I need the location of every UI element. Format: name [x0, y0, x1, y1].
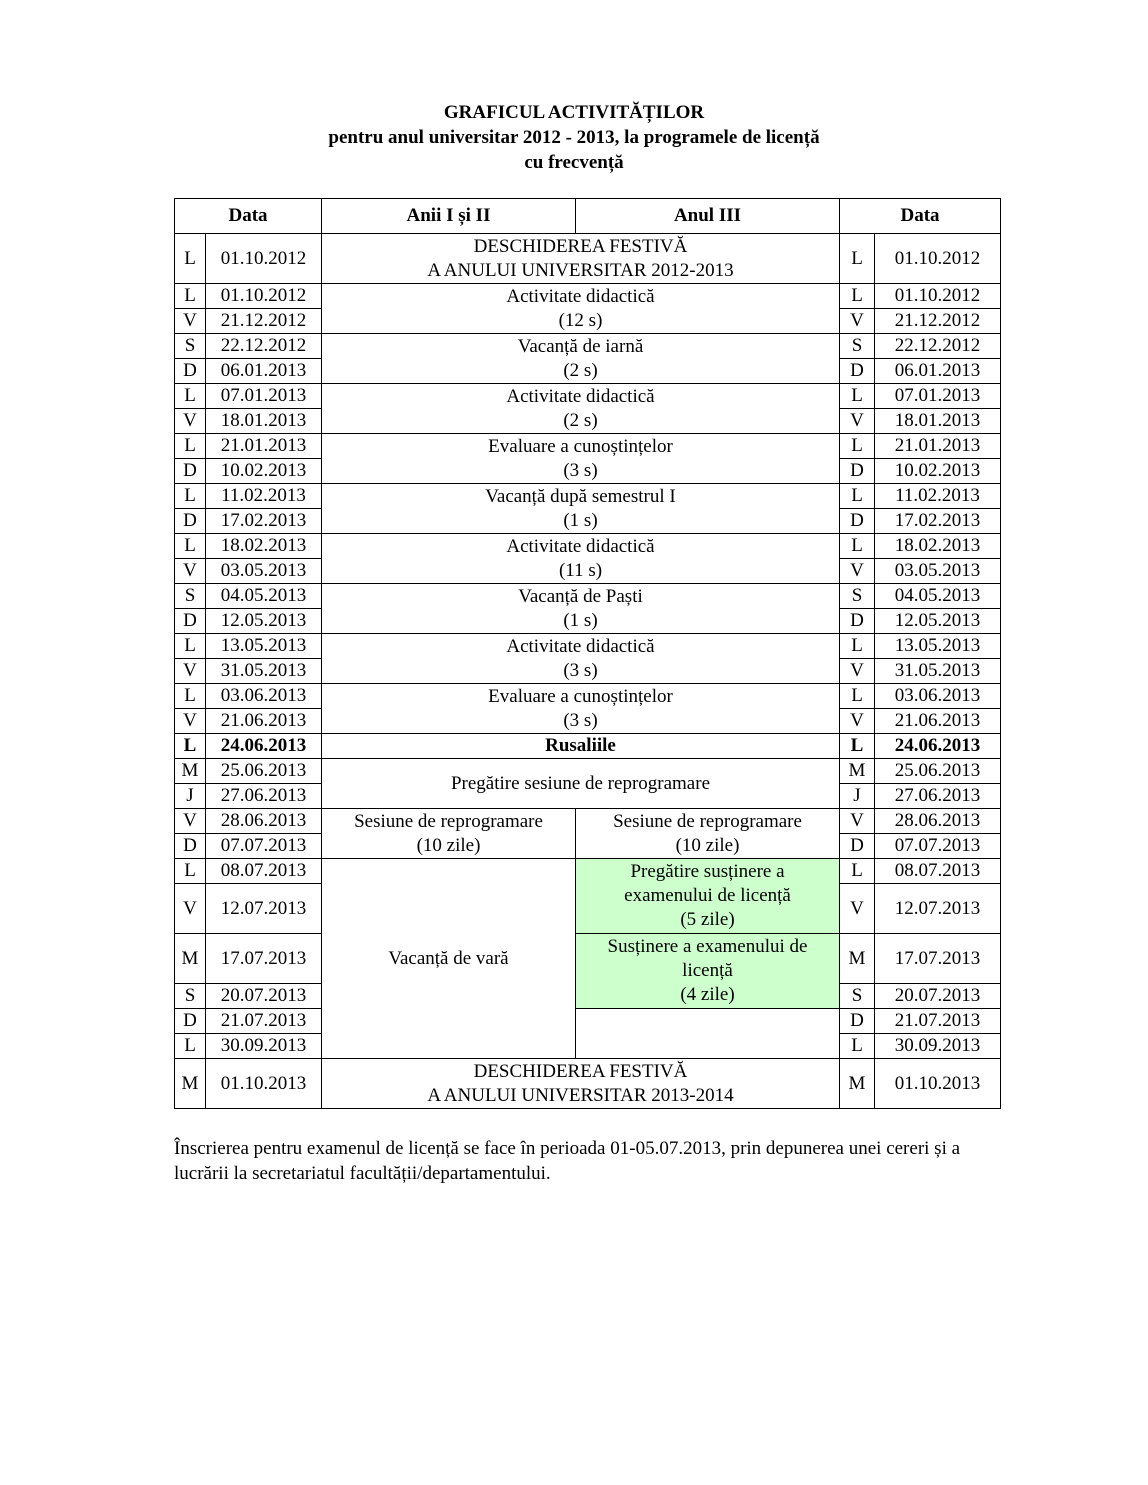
date-right: 01.10.2012 [875, 234, 1001, 284]
activity-line: Vacanță de iarnă [517, 335, 644, 357]
day-right: V [840, 559, 875, 584]
activity-line: (1 s) [563, 609, 598, 631]
day-right: J [840, 784, 875, 809]
activity-empty-anul-3 [576, 1009, 840, 1059]
day-left: V [175, 409, 206, 434]
date-left: 21.12.2012 [206, 309, 322, 334]
day-left: V [175, 809, 206, 834]
activity-line: (5 zile) [680, 909, 735, 930]
day-left: M [175, 934, 206, 984]
day-left: V [175, 559, 206, 584]
activity-line: Evaluare a cunoștințelor [488, 685, 673, 707]
date-right: 04.05.2013 [875, 584, 1001, 609]
table-row [175, 859, 1001, 884]
table-row [175, 534, 1001, 559]
day-right: L [840, 384, 875, 409]
date-left: 22.12.2012 [206, 334, 322, 359]
activity-vacanta-iarna [322, 334, 840, 384]
day-right: V [840, 709, 875, 734]
day-right: M [840, 759, 875, 784]
header-data-left: Data [175, 199, 322, 234]
date-right: 03.06.2013 [875, 684, 1001, 709]
date-right: 20.07.2013 [875, 984, 1001, 1009]
table-row [175, 284, 1001, 309]
activity-line: (2 s) [563, 359, 598, 381]
date-left: 11.02.2013 [206, 484, 322, 509]
table-header-row [175, 199, 1001, 234]
activity-line: (2 s) [563, 409, 598, 431]
title-line-1: GRAFICUL ACTIVITĂȚILOR [443, 102, 705, 123]
date-left: 12.05.2013 [206, 609, 322, 634]
date-left: 10.02.2013 [206, 459, 322, 484]
date-right: 22.12.2012 [875, 334, 1001, 359]
table-row [175, 434, 1001, 459]
date-right: 12.05.2013 [875, 609, 1001, 634]
activity-line: Susținere a examenului de [607, 936, 808, 957]
day-right: M [840, 1059, 875, 1109]
activity-reprogramare-anul-3 [576, 809, 840, 859]
day-left: L [175, 484, 206, 509]
document-title [0, 100, 1148, 175]
date-left: 07.07.2013 [206, 834, 322, 859]
activity-line: (4 zile) [680, 984, 735, 1005]
activity-deschidere-2012 [322, 234, 840, 284]
day-left: M [175, 1059, 206, 1109]
activity-vacanta-vara: Vacanță de vară [322, 859, 576, 1059]
title-line-2: pentru anul universitar 2012 - 2013, la programele de licență [328, 127, 820, 148]
day-right: L [840, 234, 875, 284]
day-right: L [840, 1034, 875, 1059]
activity-deschidere-2013 [322, 1059, 840, 1109]
table-row [175, 1059, 1001, 1109]
day-left: S [175, 334, 206, 359]
header-data-right: Data [840, 199, 1001, 234]
day-left: D [175, 509, 206, 534]
date-right: 21.07.2013 [875, 1009, 1001, 1034]
date-right: 07.07.2013 [875, 834, 1001, 859]
activity-line: (1 s) [563, 509, 598, 531]
day-right: S [840, 584, 875, 609]
date-left: 24.06.2013 [206, 734, 322, 759]
day-right: L [840, 734, 875, 759]
table-row [175, 934, 1001, 984]
activity-pregatire-reprogramare: Pregătire sesiune de reprogramare [322, 759, 840, 809]
activity-vacanta-pasti [322, 584, 840, 634]
date-right: 21.06.2013 [875, 709, 1001, 734]
activity-line: (11 s) [558, 559, 603, 581]
date-left: 27.06.2013 [206, 784, 322, 809]
table-row [175, 234, 1001, 284]
day-right: M [840, 934, 875, 984]
table-row [175, 809, 1001, 834]
date-left: 17.02.2013 [206, 509, 322, 534]
table-row [175, 584, 1001, 609]
activity-line: Evaluare a cunoștințelor [488, 435, 673, 457]
day-left: V [175, 309, 206, 334]
date-right: 10.02.2013 [875, 459, 1001, 484]
date-right: 31.05.2013 [875, 659, 1001, 684]
date-left: 31.05.2013 [206, 659, 322, 684]
day-left: L [175, 284, 206, 309]
day-left: L [175, 1034, 206, 1059]
date-left: 03.05.2013 [206, 559, 322, 584]
day-left: V [175, 659, 206, 684]
enrollment-note: Înscrierea pentru examenul de licență se face în perioada 01-05.07.2013, prin depunerea unei cereri și a lucrării la secretariatul facultății/departamentului. [174, 1138, 961, 1184]
table-row [175, 684, 1001, 709]
activity-line: Activitate didactică [506, 385, 655, 407]
date-right: 01.10.2013 [875, 1059, 1001, 1109]
date-left: 07.01.2013 [206, 384, 322, 409]
date-right: 18.01.2013 [875, 409, 1001, 434]
activity-line: Activitate didactică [506, 535, 655, 557]
date-left: 01.10.2013 [206, 1059, 322, 1109]
day-left: L [175, 234, 206, 284]
activity-line: DESCHIDEREA FESTIVĂ [473, 235, 688, 257]
day-right: V [840, 884, 875, 934]
date-right: 17.07.2013 [875, 934, 1001, 984]
date-left: 08.07.2013 [206, 859, 322, 884]
day-right: L [840, 684, 875, 709]
activity-line: (10 zile) [675, 834, 740, 856]
day-left: L [175, 734, 206, 759]
date-left: 13.05.2013 [206, 634, 322, 659]
day-left: D [175, 609, 206, 634]
day-left: D [175, 1009, 206, 1034]
day-left: D [175, 459, 206, 484]
date-right: 28.06.2013 [875, 809, 1001, 834]
day-left: L [175, 534, 206, 559]
date-left: 20.07.2013 [206, 984, 322, 1009]
day-left: L [175, 384, 206, 409]
day-right: L [840, 284, 875, 309]
day-left: S [175, 584, 206, 609]
day-right: V [840, 409, 875, 434]
day-right: D [840, 359, 875, 384]
day-left: L [175, 634, 206, 659]
header-anii-1-2: Anii I și II [322, 199, 576, 234]
day-right: V [840, 809, 875, 834]
date-right: 08.07.2013 [875, 859, 1001, 884]
activity-line: A ANULUI UNIVERSITAR 2013-2014 [427, 1084, 734, 1106]
activity-pregatire-licenta [576, 859, 840, 934]
day-left: D [175, 834, 206, 859]
activity-line: Vacanță după semestrul I [485, 485, 676, 507]
date-right: 24.06.2013 [875, 734, 1001, 759]
table-row [175, 759, 1001, 784]
day-left: V [175, 709, 206, 734]
activity-line: (12 s) [558, 309, 603, 331]
day-right: L [840, 634, 875, 659]
date-right: 11.02.2013 [875, 484, 1001, 509]
activity-reprogramare-anii-1-2 [322, 809, 576, 859]
activity-line: (3 s) [563, 709, 598, 731]
day-left: M [175, 759, 206, 784]
date-left: 04.05.2013 [206, 584, 322, 609]
activity-line: licență [682, 960, 733, 981]
day-left: L [175, 434, 206, 459]
date-right: 27.06.2013 [875, 784, 1001, 809]
table-row [175, 634, 1001, 659]
date-left: 18.02.2013 [206, 534, 322, 559]
day-right: V [840, 659, 875, 684]
date-left: 12.07.2013 [206, 884, 322, 934]
day-right: S [840, 334, 875, 359]
day-right: L [840, 434, 875, 459]
activity-didactica-1 [322, 284, 840, 334]
activities-schedule-table [174, 198, 1001, 1109]
date-right: 30.09.2013 [875, 1034, 1001, 1059]
date-right: 21.01.2013 [875, 434, 1001, 459]
day-right: L [840, 484, 875, 509]
activity-line: DESCHIDEREA FESTIVĂ [473, 1060, 688, 1082]
activity-evaluare-1 [322, 434, 840, 484]
day-right: D [840, 834, 875, 859]
activity-didactica-2 [322, 384, 840, 434]
date-left: 17.07.2013 [206, 934, 322, 984]
table-row [175, 734, 1001, 759]
activity-vacanta-semestru [322, 484, 840, 534]
activity-didactica-3 [322, 534, 840, 584]
date-right: 12.07.2013 [875, 884, 1001, 934]
day-left: S [175, 984, 206, 1009]
date-left: 30.09.2013 [206, 1034, 322, 1059]
activity-evaluare-2 [322, 684, 840, 734]
activity-line: Activitate didactică [506, 285, 655, 307]
table-row [175, 334, 1001, 359]
day-right: D [840, 1009, 875, 1034]
day-left: L [175, 684, 206, 709]
date-right: 06.01.2013 [875, 359, 1001, 384]
date-left: 01.10.2012 [206, 284, 322, 309]
date-right: 03.05.2013 [875, 559, 1001, 584]
activity-line: (3 s) [563, 459, 598, 481]
day-right: D [840, 609, 875, 634]
date-left: 21.01.2013 [206, 434, 322, 459]
activity-line: Activitate didactică [506, 635, 655, 657]
title-line-3: cu frecvență [524, 152, 624, 173]
header-anul-3: Anul III [576, 199, 840, 234]
date-left: 25.06.2013 [206, 759, 322, 784]
day-right: D [840, 459, 875, 484]
date-left: 18.01.2013 [206, 409, 322, 434]
date-right: 13.05.2013 [875, 634, 1001, 659]
date-right: 18.02.2013 [875, 534, 1001, 559]
activity-line: (10 zile) [416, 834, 481, 856]
day-left: V [175, 884, 206, 934]
day-right: V [840, 309, 875, 334]
day-right: L [840, 859, 875, 884]
day-left: D [175, 359, 206, 384]
table-row [175, 484, 1001, 509]
date-right: 21.12.2012 [875, 309, 1001, 334]
date-left: 21.07.2013 [206, 1009, 322, 1034]
date-right: 07.01.2013 [875, 384, 1001, 409]
date-right: 25.06.2013 [875, 759, 1001, 784]
table-row [175, 1009, 1001, 1034]
day-left: L [175, 859, 206, 884]
day-right: L [840, 534, 875, 559]
date-left: 06.01.2013 [206, 359, 322, 384]
activity-line: Sesiune de reprogramare [354, 810, 543, 832]
activity-line: Pregătire susținere a [630, 861, 785, 882]
date-right: 01.10.2012 [875, 284, 1001, 309]
activity-sustinere-licenta [576, 934, 840, 1009]
table-row [175, 384, 1001, 409]
date-left: 21.06.2013 [206, 709, 322, 734]
activity-didactica-4 [322, 634, 840, 684]
date-left: 01.10.2012 [206, 234, 322, 284]
date-right: 17.02.2013 [875, 509, 1001, 534]
activity-line: A ANULUI UNIVERSITAR 2012-2013 [427, 259, 734, 281]
date-left: 28.06.2013 [206, 809, 322, 834]
activity-rusalii: Rusaliile [322, 734, 840, 759]
activity-line: examenului de licență [624, 885, 791, 906]
day-right: D [840, 509, 875, 534]
day-right: S [840, 984, 875, 1009]
date-left: 03.06.2013 [206, 684, 322, 709]
day-left: J [175, 784, 206, 809]
activity-line: Vacanță de Paști [518, 585, 643, 607]
activity-line: (3 s) [563, 659, 598, 681]
activity-line: Sesiune de reprogramare [613, 810, 802, 832]
